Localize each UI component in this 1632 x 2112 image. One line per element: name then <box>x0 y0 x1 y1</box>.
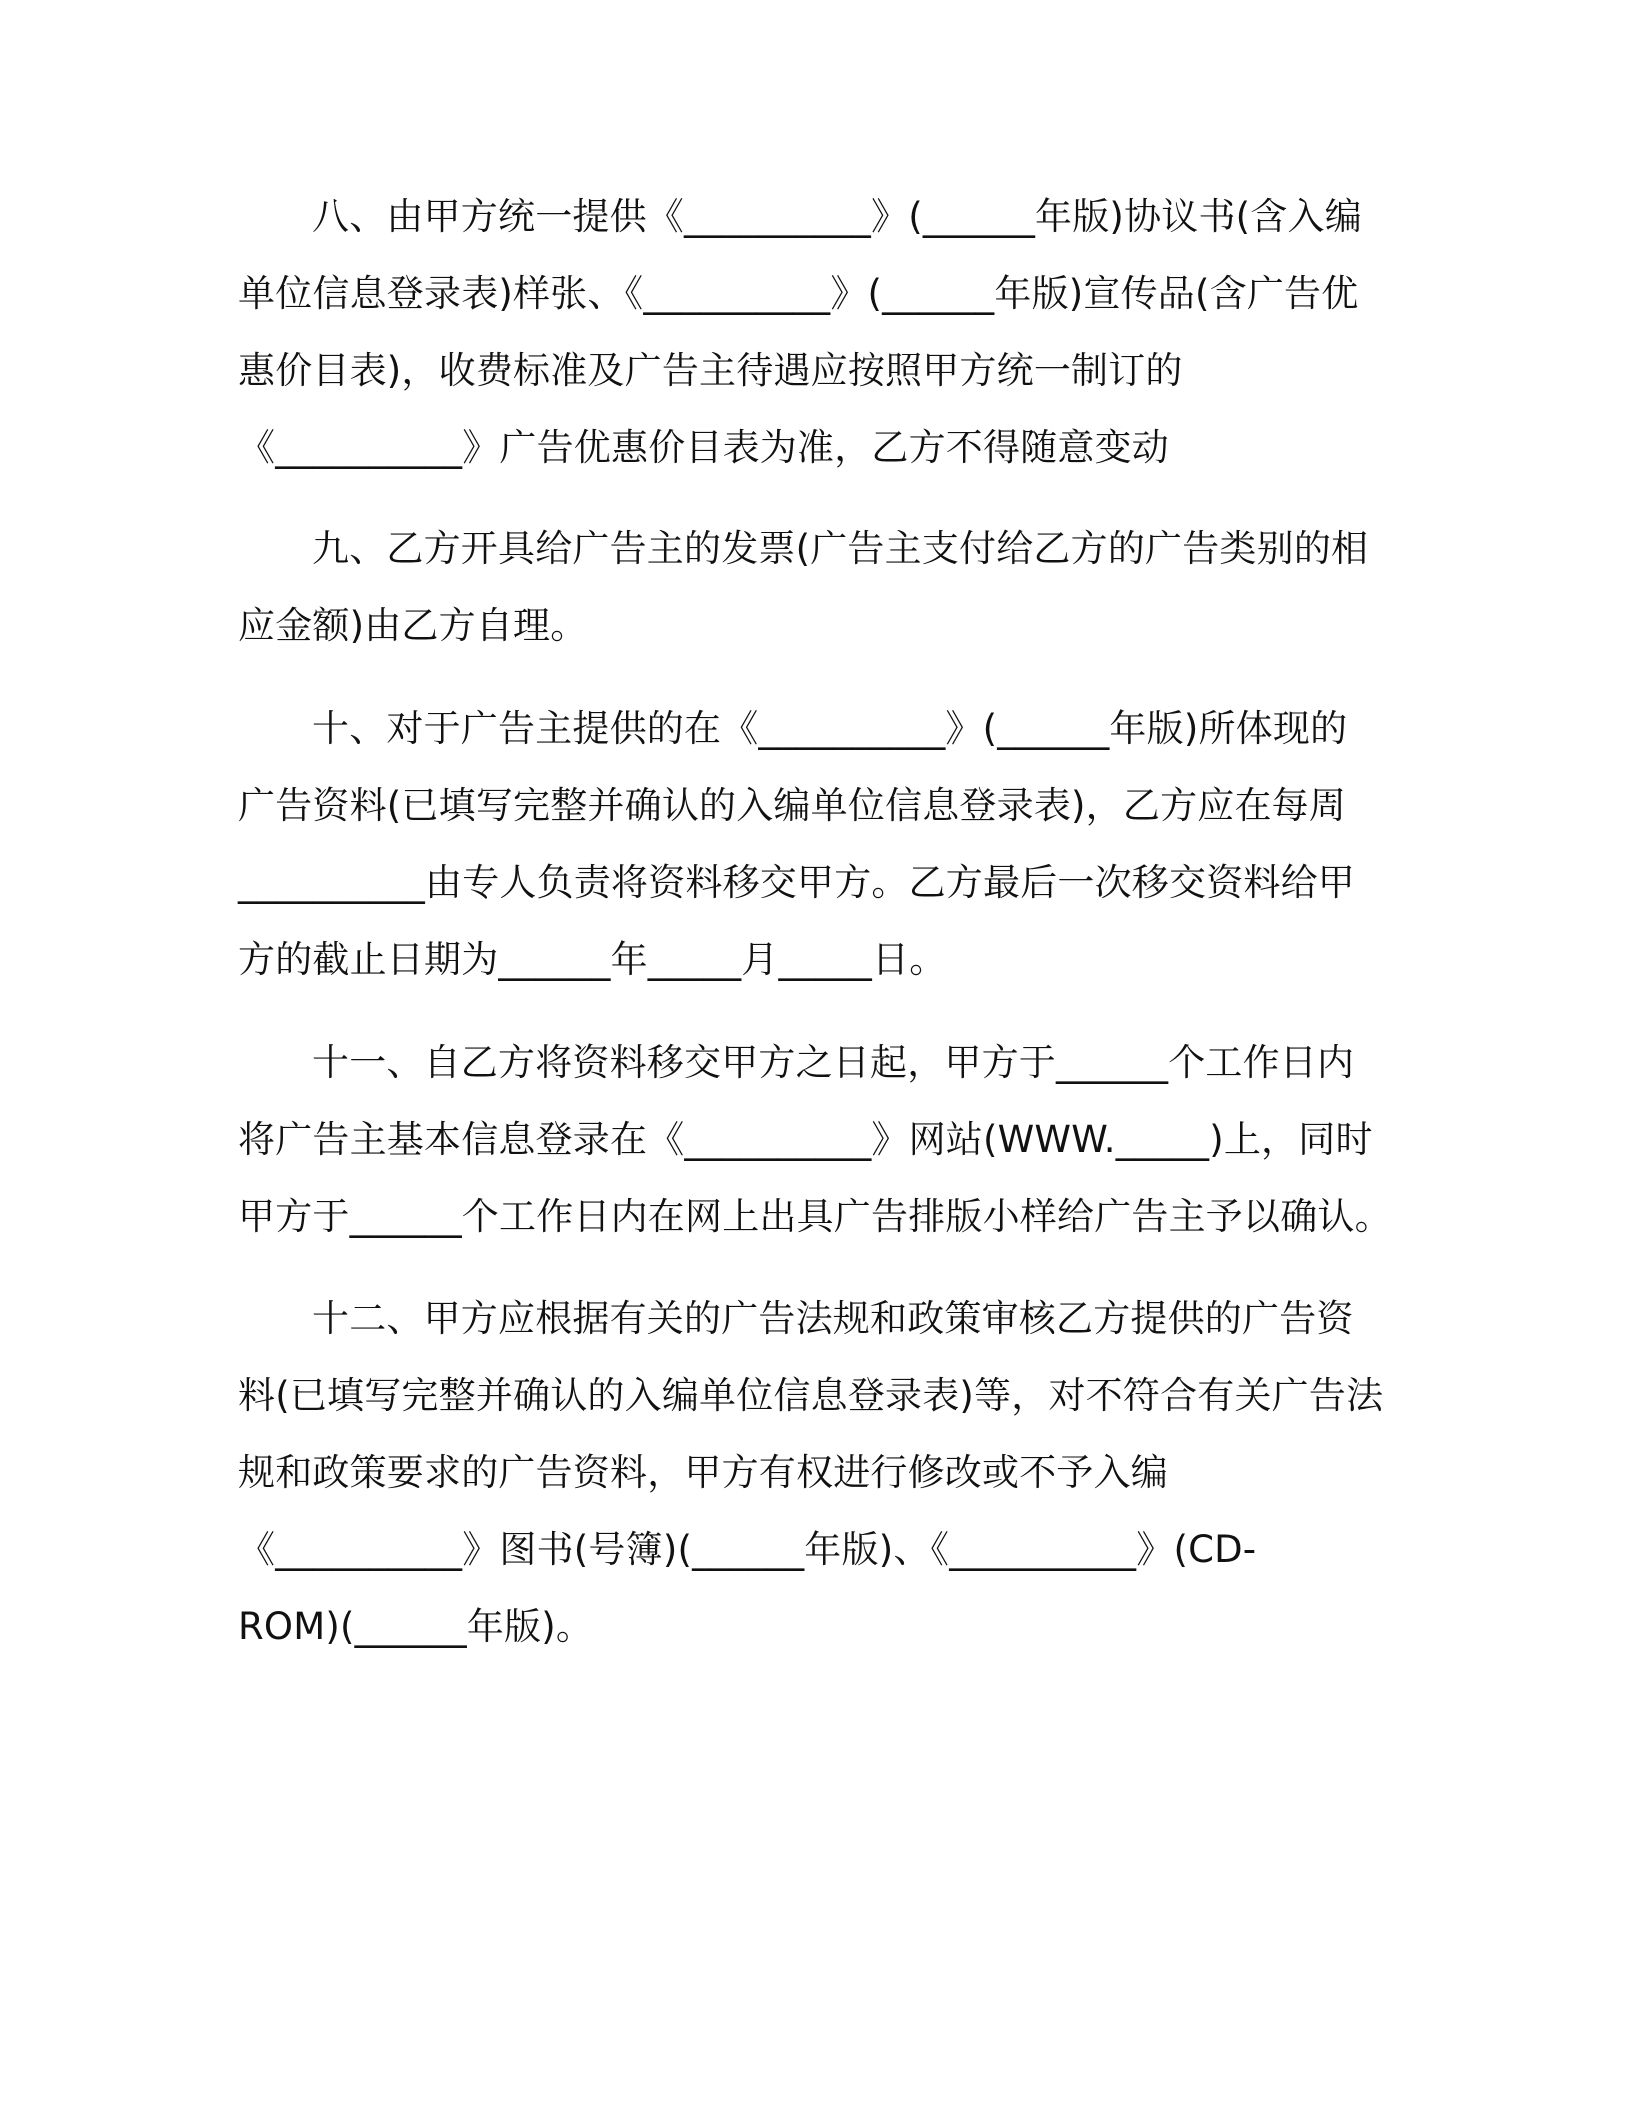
clause-9 <box>238 510 1438 664</box>
clause-8 <box>238 178 1438 486</box>
clause-line: 《__________》广告优惠价目表为准，乙方不得随意变动 <box>238 426 1169 469</box>
clause-line: 十二、甲方应根据有关的广告法规和政策审核乙方提供的广告资 <box>312 1297 1354 1340</box>
clause-line: 惠价目表)，收费标准及广告主待遇应按照甲方统一制订的 <box>238 349 1183 392</box>
clause-line: 规和政策要求的广告资料，甲方有权进行修改或不予入编 <box>238 1451 1168 1494</box>
clause-line: 方的截止日期为______年_____月_____日。 <box>238 938 947 981</box>
clause-line: 八、由甲方统一提供《__________》(______年版)协议书(含入编 <box>312 195 1362 238</box>
clause-line: 单位信息登录表)样张、《__________》(______年版)宣传品(含广告优 <box>238 272 1359 315</box>
clause-12 <box>238 1280 1438 1665</box>
clause-line: 十、对于广告主提供的在《__________》(______年版)所体现的 <box>312 707 1348 750</box>
clause-10 <box>238 690 1438 998</box>
clause-line: 将广告主基本信息登录在《__________》网站(WWW._____)上，同时 <box>238 1118 1373 1161</box>
clause-11 <box>238 1024 1438 1255</box>
clause-line: 十一、自乙方将资料移交甲方之日起，甲方于______个工作日内 <box>312 1041 1355 1084</box>
clause-line: __________由专人负责将资料移交甲方。乙方最后一次移交资料给甲 <box>238 861 1355 904</box>
clause-line: ROM)(______年版)。 <box>238 1605 594 1648</box>
clause-line: 料(已填写完整并确认的入编单位信息登录表)等，对不符合有关广告法 <box>238 1374 1384 1417</box>
clause-line: 九、乙方开具给广告主的发票(广告主支付给乙方的广告类别的相 <box>312 527 1369 570</box>
clause-line: 甲方于______个工作日内在网上出具广告排版小样给广告主予以确认。 <box>238 1195 1392 1238</box>
clause-line: 《__________》图书(号簿)(______年版)、《__________》(CD- <box>238 1528 1257 1571</box>
clause-line: 应金额)由乙方自理。 <box>238 604 588 647</box>
clause-line: 广告资料(已填写完整并确认的入编单位信息登录表)，乙方应在每周 <box>238 784 1347 827</box>
